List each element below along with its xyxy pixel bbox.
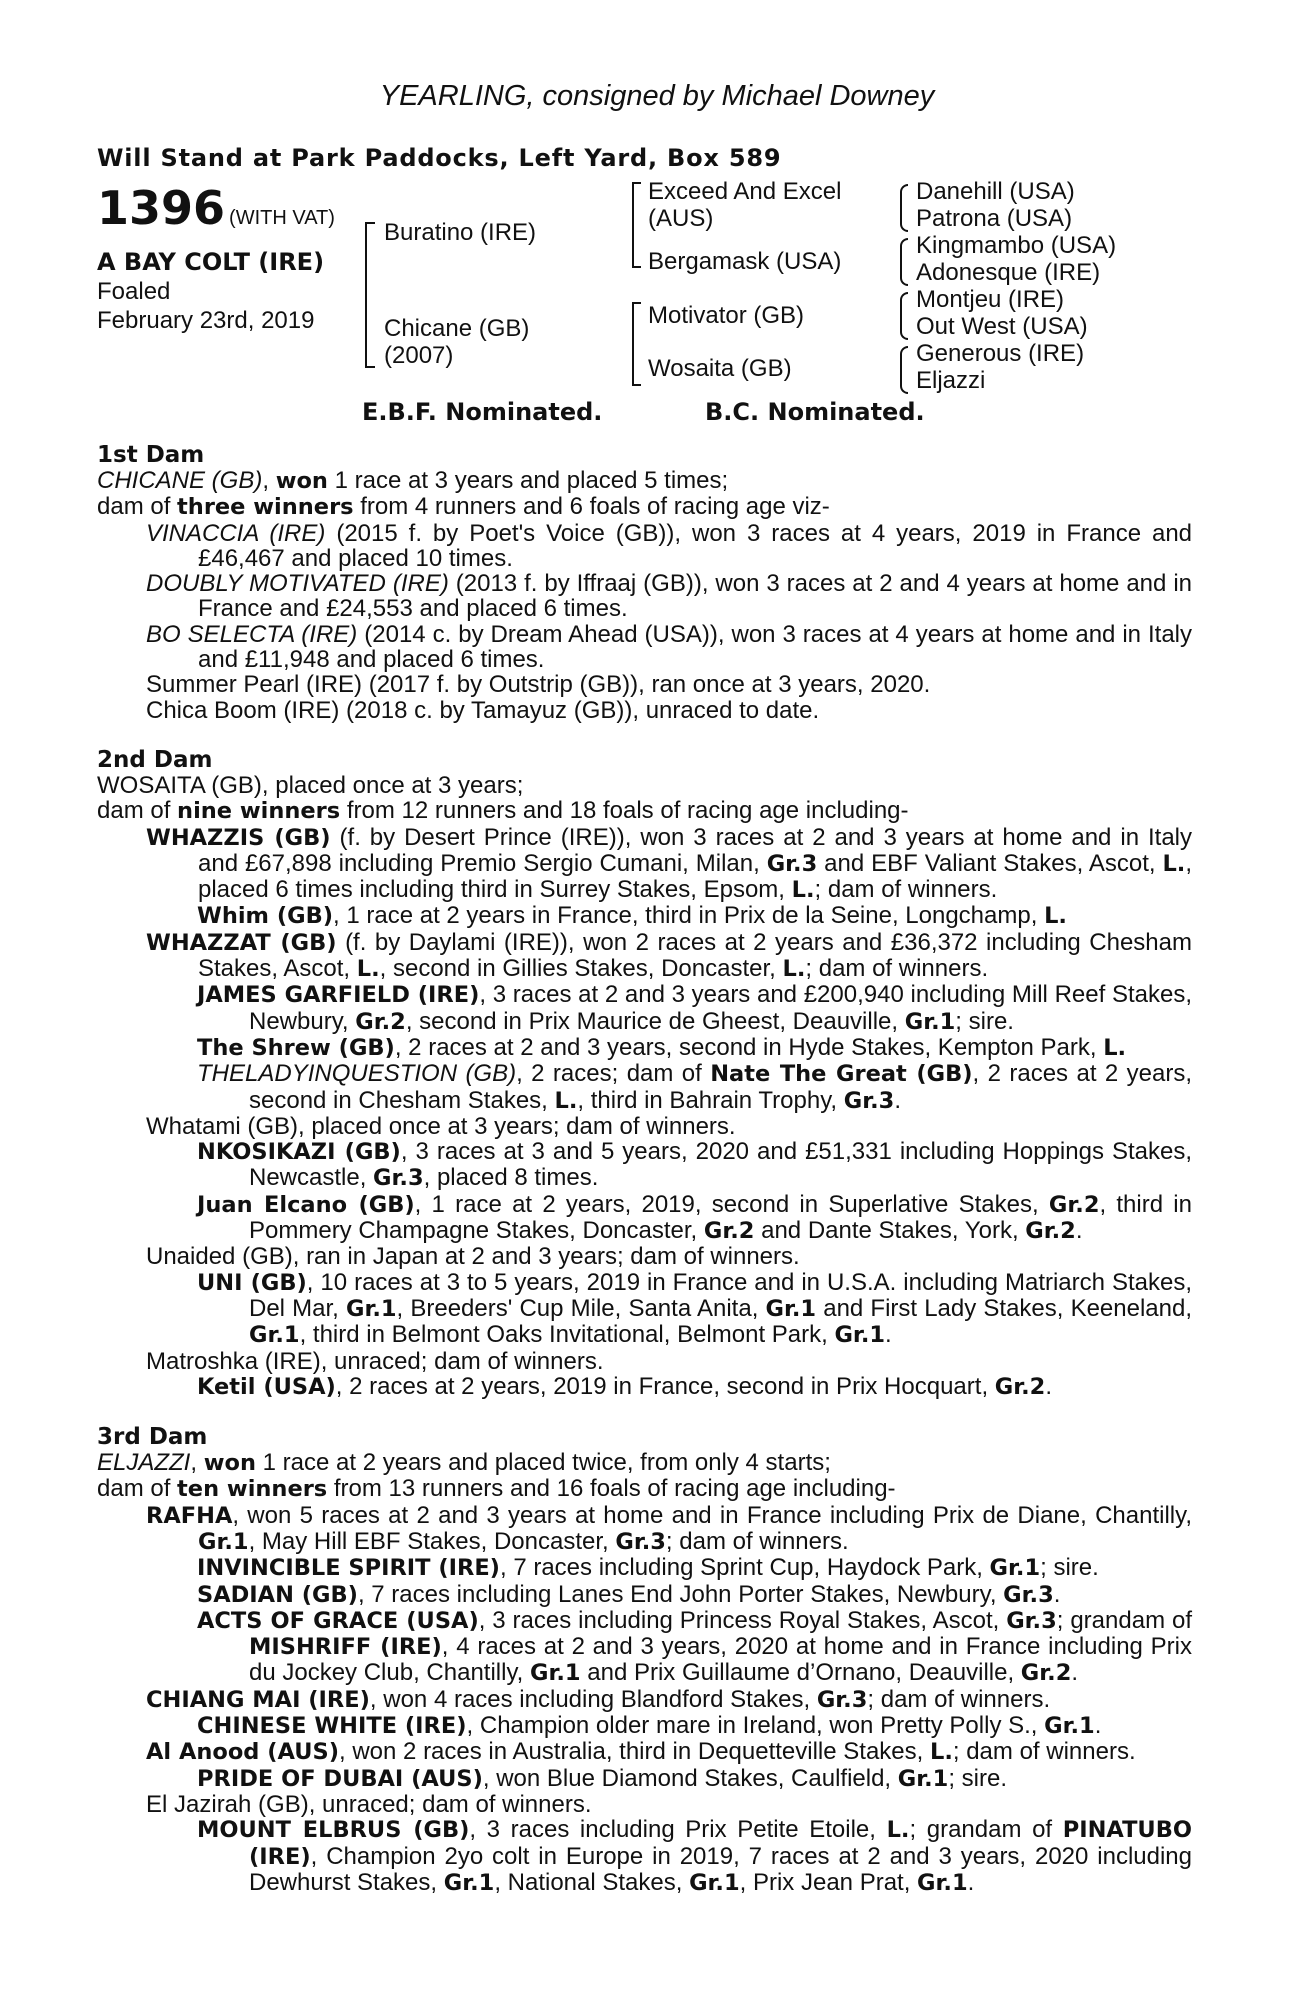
- bold-text: Gr.2: [703, 1218, 755, 1245]
- text-run: ,: [262, 467, 276, 494]
- text-run: dam of: [97, 797, 178, 825]
- italic-text: DOUBLY MOTIVATED (IRE): [146, 570, 449, 598]
- text-run: , 3 races at 3 and 5 years, 2020 and £51,331 including Hoppings Stakes, Newcastle,: [249, 1138, 1192, 1192]
- text-run: , 3 races including Princess Royal Stakes, Ascot,: [478, 1606, 1007, 1634]
- bold-text: RAFHA: [146, 1502, 233, 1529]
- text-run: .: [1045, 1372, 1053, 1400]
- granddam-2: Adonesque (IRE): [916, 259, 1101, 286]
- bold-text: Gr.3: [843, 1087, 895, 1114]
- bold-text: CHIANG MAI (IRE): [146, 1686, 370, 1713]
- bold-text: nine winners: [177, 798, 341, 825]
- text-run: dam of: [97, 493, 178, 521]
- bold-text: UNI (GB): [197, 1269, 307, 1296]
- grandsire-4: Generous (IRE): [916, 340, 1085, 367]
- bold-text: Gr.1: [834, 1322, 886, 1349]
- bold-text: Ketil (USA): [197, 1373, 336, 1400]
- bold-text: L.: [554, 1087, 578, 1114]
- grand-offspring-entry: [97, 982, 1192, 1035]
- brace-sire-dam: [365, 222, 375, 368]
- bold-text: won: [203, 1450, 256, 1477]
- text-run: , Prix Jean Prat,: [739, 1868, 918, 1896]
- text-run: , 7 races including Lanes End John Porter Stakes, Newbury,: [357, 1580, 1004, 1608]
- granddam-3: Out West (USA): [916, 313, 1088, 340]
- bold-text: Gr.3: [615, 1528, 666, 1555]
- text-run: , third in Belmont Oaks Invitational, Belmont Park,: [299, 1321, 835, 1349]
- bold-text: Al Anood (AUS): [146, 1739, 340, 1766]
- text-run: , 3 races at 2 and 3 years and £200,940 including Mill Reef Stakes, Newbury,: [249, 981, 1192, 1035]
- bold-text: Nate The Great (GB): [710, 1061, 973, 1088]
- text-run: ; sire.: [948, 1764, 1008, 1792]
- grandsire-3: Montjeu (IRE): [916, 286, 1065, 313]
- text-run: , third in Bahrain Trophy,: [577, 1086, 844, 1114]
- consignor-line: YEARLING, consigned by Michael Downey: [379, 80, 935, 112]
- brace-g1: [900, 184, 908, 232]
- second-dam-summary: [97, 798, 1192, 824]
- offspring-entry: [97, 622, 1192, 673]
- bold-text: Gr.3: [1003, 1581, 1054, 1608]
- lot-header: [97, 181, 335, 235]
- grandsire-1: Danehill (USA): [916, 178, 1075, 205]
- text-run: (2015 f. by Poet's Voice (GB)), won 3 races at 4 years, 2019 in France and £46,467 and placed 10 times.: [198, 519, 1193, 572]
- text-run: , second in Gillies Stakes, Doncaster,: [379, 955, 783, 983]
- text-run: , second in Prix Maurice de Gheest, Deauville,: [405, 1007, 905, 1035]
- italic-text: BO SELECTA (IRE): [146, 620, 358, 648]
- grand-offspring-entry: [97, 1270, 1192, 1349]
- bold-text: JAMES GARFIELD (IRE): [197, 982, 480, 1009]
- bold-text: PRIDE OF DUBAI (AUS): [197, 1765, 483, 1792]
- text-run: and First Lady Stakes, Keeneland,: [816, 1294, 1193, 1322]
- text-run: ; dam of winners.: [814, 876, 998, 904]
- text-run: .: [885, 1321, 892, 1349]
- text-run: , 2 races at 2 years, 2019 in France, second in Prix Hocquart,: [335, 1372, 995, 1400]
- grand-offspring-entry: [97, 1608, 1192, 1687]
- text-run: ; dam of winners.: [952, 1738, 1136, 1766]
- text-run: , 3 races including Prix Petite Etoile,: [469, 1816, 887, 1844]
- text-run: and Prix Guillaume d’Ornano, Deauville,: [580, 1659, 1021, 1687]
- text-run: , 2 races at 2 years, second in Chesham Stakes,: [249, 1060, 1192, 1114]
- offspring-entry: [97, 571, 1192, 622]
- sire-sire-country: (AUS): [648, 205, 714, 232]
- bold-text: NKOSIKAZI (GB): [197, 1139, 401, 1166]
- bold-text: L.: [1162, 850, 1186, 877]
- bold-text: The Shrew (GB): [197, 1034, 395, 1061]
- bold-text: Gr.1: [897, 1765, 949, 1792]
- text-run: , 2 races at 2 and 3 years, second in Hyde Stakes, Kempton Park,: [394, 1033, 1104, 1061]
- italic-text: THELADYINQUESTION (GB): [197, 1060, 517, 1088]
- italic-text: CHICANE (GB): [97, 467, 263, 494]
- dam-sire: Motivator (GB): [648, 302, 805, 329]
- offspring-entry: [97, 672, 1192, 697]
- text-run: (f. by Desert Prince (IRE)), won 3 races at 2 and 3 years at home and in Italy and £67,898 including Premio Sergio Cumani, Milan,: [198, 823, 1192, 877]
- text-run: El Jazirah (GB), unraced; dam of winners.: [146, 1790, 592, 1818]
- offspring-entry: [97, 521, 1192, 572]
- text-run: ; sire.: [955, 1007, 1014, 1035]
- bold-text: L.: [782, 956, 806, 983]
- lot-number: 1396: [97, 181, 226, 235]
- text-run: Chica Boom (IRE) (2018 c. by Tamayuz (GB)), unraced to date.: [146, 696, 820, 724]
- offspring-entry: [97, 1687, 1192, 1713]
- bold-text: L.: [886, 1817, 910, 1844]
- bold-text: Juan Elcano (GB): [197, 1191, 415, 1218]
- first-dam-summary: [97, 494, 1192, 520]
- text-run: , Champion older mare in Ireland, won Pretty Polly S.,: [466, 1712, 1045, 1740]
- grand-offspring-entry: [97, 1061, 1192, 1114]
- italic-text: VINACCIA (IRE): [146, 519, 326, 547]
- bold-text: Gr.2: [355, 1008, 406, 1035]
- bold-text: ACTS OF GRACE (USA): [197, 1607, 479, 1634]
- bold-text: Gr.2: [1025, 1218, 1076, 1245]
- produce-record: [97, 442, 1192, 1896]
- text-run: Unaided (GB), ran in Japan at 2 and 3 years; dam of winners.: [146, 1243, 800, 1271]
- bold-text: WHAZZIS (GB): [146, 824, 331, 851]
- sire: Buratino (IRE): [384, 219, 537, 246]
- text-run: and Dante Stakes, York,: [754, 1217, 1026, 1245]
- brace-g4: [900, 346, 908, 394]
- ebf-nominated: E.B.F. Nominated.: [362, 398, 603, 426]
- text-run: ; dam of winners.: [805, 955, 989, 983]
- grand-offspring-entry: [97, 1139, 1192, 1192]
- offspring-entry: [97, 930, 1192, 983]
- bold-text: MOUNT ELBRUS (GB): [197, 1817, 470, 1844]
- bold-text: won: [275, 468, 328, 494]
- bold-text: Gr.3: [816, 1686, 868, 1713]
- text-run: (f. by Daylami (IRE)), won 2 races at 2 years and £36,372 including Chesham Stakes, Ascot,: [198, 928, 1192, 983]
- text-run: , won 4 races including Blandford Stakes,: [369, 1685, 817, 1713]
- offspring-entry: [97, 1792, 1192, 1817]
- bold-text: Gr.1: [689, 1869, 740, 1896]
- bold-text: L.: [929, 1739, 953, 1766]
- text-run: , won 5 races at 2 and 3 years at home and in France including Prix de Diane, Chantilly,: [232, 1501, 1192, 1529]
- foaled-label: Foaled: [97, 278, 171, 305]
- bold-text: MISHRIFF (IRE): [249, 1634, 442, 1661]
- text-run: .: [1075, 1217, 1083, 1245]
- offspring-entry: [97, 1114, 1192, 1139]
- bold-text: Gr.3: [1006, 1607, 1057, 1634]
- text-run: , 7 races including Sprint Cup, Haydock Park,: [499, 1554, 990, 1582]
- offspring-entry: [97, 825, 1192, 904]
- bold-text: Gr.1: [198, 1528, 249, 1555]
- offspring-entry: [97, 1349, 1192, 1374]
- bold-text: INVINCIBLE SPIRIT (IRE): [197, 1555, 500, 1582]
- text-run: ; dam of winners.: [867, 1685, 1051, 1713]
- text-run: Matroshka (IRE), unraced; dam of winners.: [146, 1347, 604, 1375]
- text-run: , placed 6 times including third in Surrey Stakes, Epsom,: [198, 849, 1192, 904]
- bold-text: Gr.2: [994, 1373, 1046, 1400]
- bold-text: Whim (GB): [197, 903, 334, 930]
- bc-nominated: B.C. Nominated.: [705, 398, 925, 426]
- bold-text: Gr.3: [373, 1165, 424, 1192]
- text-run: 1 race at 2 years and placed twice, from only 4 starts;: [255, 1449, 831, 1477]
- bold-text: PINATUBO (IRE): [249, 1817, 1192, 1870]
- brace-g3: [900, 292, 908, 340]
- text-run: , 2 races; dam of: [516, 1060, 711, 1088]
- bold-text: Gr.2: [1048, 1191, 1100, 1218]
- text-run: .: [1071, 1659, 1079, 1687]
- dam-year: (2007): [384, 342, 454, 369]
- dam-dam: Wosaita (GB): [648, 355, 792, 382]
- text-run: , third in Pommery Champagne Stakes, Doncaster,: [249, 1190, 1192, 1245]
- grand-offspring-entry: [97, 1582, 1192, 1608]
- third-dam-line: [97, 1450, 1192, 1476]
- second-dam-line: WOSAITA (GB), placed once at 3 years;: [97, 771, 524, 799]
- bold-text: Gr.1: [249, 1322, 300, 1349]
- grand-offspring-entry: [97, 1555, 1192, 1581]
- brace-dam-parents: [632, 302, 641, 386]
- text-run: ; grandam of: [1056, 1606, 1192, 1634]
- text-run: , National Stakes,: [494, 1868, 690, 1896]
- offspring-entry: [97, 1739, 1192, 1765]
- offspring-entry: [97, 698, 1192, 723]
- grand-offspring-entry: [97, 903, 1192, 929]
- bold-text: Gr.1: [904, 1008, 956, 1035]
- bold-text: ten winners: [177, 1476, 328, 1503]
- bold-text: L.: [356, 956, 380, 983]
- second-dam-heading: 2nd Dam: [97, 746, 213, 773]
- text-run: , 4 races at 2 and 3 years, 2020 at home and in France including Prix du Jockey Club, Chantilly,: [249, 1633, 1192, 1687]
- offspring-entry: [97, 1503, 1192, 1556]
- bold-text: L.: [1103, 1034, 1127, 1061]
- text-run: , 1 race at 2 years, 2019, second in Superlative Stakes,: [414, 1190, 1049, 1218]
- stand-location: Will Stand at Park Paddocks, Left Yard, Box 589: [97, 144, 782, 172]
- sire-sire: Exceed And Excel: [648, 178, 842, 205]
- grand-offspring-entry: [97, 1374, 1192, 1400]
- offspring-entry: [97, 1244, 1192, 1269]
- grand-offspring-entry: [97, 1035, 1192, 1061]
- brace-g2: [900, 238, 908, 286]
- bold-text: Gr.3: [766, 850, 818, 877]
- granddam-1: Patrona (USA): [916, 205, 1073, 232]
- text-run: 1 race at 3 years and placed 5 times;: [327, 467, 729, 494]
- text-run: dam of: [97, 1475, 178, 1503]
- third-dam-heading: 3rd Dam: [97, 1424, 208, 1451]
- bold-text: Gr.1: [345, 1295, 397, 1322]
- dam: Chicane (GB): [384, 315, 530, 342]
- horse-description: A BAY COLT (IRE): [97, 248, 325, 276]
- granddam-4: Eljazzi: [916, 367, 986, 394]
- italic-text: ELJAZZI: [97, 1449, 191, 1477]
- brace-sire-parents: [632, 182, 641, 268]
- bold-text: Gr.1: [989, 1555, 1041, 1582]
- vat-note: (WITH VAT): [229, 207, 335, 229]
- bold-text: three winners: [177, 494, 354, 521]
- bold-text: L.: [791, 877, 815, 904]
- bold-text: WHAZZAT (GB): [146, 929, 337, 956]
- text-run: ,: [190, 1449, 204, 1477]
- text-run: (2014 c. by Dream Ahead (USA)), won 3 races at 4 years at home and in Italy and £11,948 and placed 6 times.: [198, 620, 1193, 674]
- text-run: and EBF Valiant Stakes, Ascot,: [817, 849, 1163, 877]
- text-run: , won 2 races in Australia, third in Dequetteville Stakes,: [339, 1738, 930, 1766]
- bold-text: Gr.1: [1044, 1713, 1095, 1740]
- text-run: ; dam of winners.: [665, 1527, 849, 1555]
- grand-offspring-entry: [97, 1192, 1192, 1245]
- first-dam-heading: 1st Dam: [97, 442, 205, 468]
- foaled-info: [97, 277, 314, 335]
- bold-text: Gr.1: [917, 1869, 968, 1896]
- bold-text: Gr.2: [1020, 1660, 1072, 1687]
- text-run: , won Blue Diamond Stakes, Caulfield,: [482, 1764, 898, 1792]
- text-run: from 13 runners and 16 foals of racing age including-: [327, 1475, 896, 1503]
- first-dam-line: [97, 468, 1192, 494]
- text-run: .: [967, 1868, 975, 1896]
- grandsire-2: Kingmambo (USA): [916, 232, 1117, 259]
- text-run: , 1 race at 2 years in France, third in Prix de la Seine, Longchamp,: [333, 902, 1045, 930]
- grand-offspring-entry: [97, 1713, 1192, 1739]
- text-run: from 12 runners and 18 foals of racing age including-: [340, 797, 909, 825]
- text-run: , Champion 2yo colt in Europe in 2019, 7 races at 2 and 3 years, 2020 including Dewhurst Stakes,: [249, 1842, 1192, 1896]
- text-run: , Breeders' Cup Mile, Santa Anita,: [396, 1294, 766, 1322]
- bold-text: SADIAN (GB): [197, 1581, 358, 1608]
- sire-dam: Bergamask (USA): [648, 248, 842, 275]
- text-run: , placed 8 times.: [423, 1164, 599, 1192]
- text-run: ; grandam of: [909, 1816, 1063, 1844]
- text-run: Whatami (GB), placed once at 3 years; dam of winners.: [146, 1112, 736, 1140]
- text-run: .: [1094, 1712, 1102, 1740]
- third-dam-summary: [97, 1476, 1192, 1502]
- text-run: .: [1053, 1580, 1061, 1608]
- bold-text: Gr.1: [530, 1660, 581, 1687]
- foaled-date: February 23rd, 2019: [97, 307, 315, 334]
- text-run: from 4 runners and 6 foals of racing age viz-: [353, 493, 830, 521]
- text-run: , 10 races at 3 to 5 years, 2019 in France and in U.S.A. including Matriarch Stakes, Del Mar,: [249, 1268, 1192, 1322]
- bold-text: Gr.1: [765, 1295, 817, 1322]
- bold-text: L.: [1044, 903, 1067, 930]
- text-run: .: [894, 1086, 901, 1114]
- text-run: Summer Pearl (IRE) (2017 f. by Outstrip (GB)), ran once at 3 years, 2020.: [146, 671, 931, 699]
- bold-text: CHINESE WHITE (IRE): [197, 1713, 467, 1740]
- grand-offspring-entry: [97, 1766, 1192, 1792]
- bold-text: Gr.1: [443, 1869, 495, 1896]
- text-run: , May Hill EBF Stakes, Doncaster,: [248, 1527, 616, 1555]
- text-run: (2013 f. by Iffraaj (GB)), won 3 races at 2 and 4 years at home and in France and £24,553 and placed 6 times.: [198, 570, 1192, 623]
- grand-offspring-entry: [97, 1817, 1192, 1896]
- text-run: ; sire.: [1040, 1554, 1099, 1582]
